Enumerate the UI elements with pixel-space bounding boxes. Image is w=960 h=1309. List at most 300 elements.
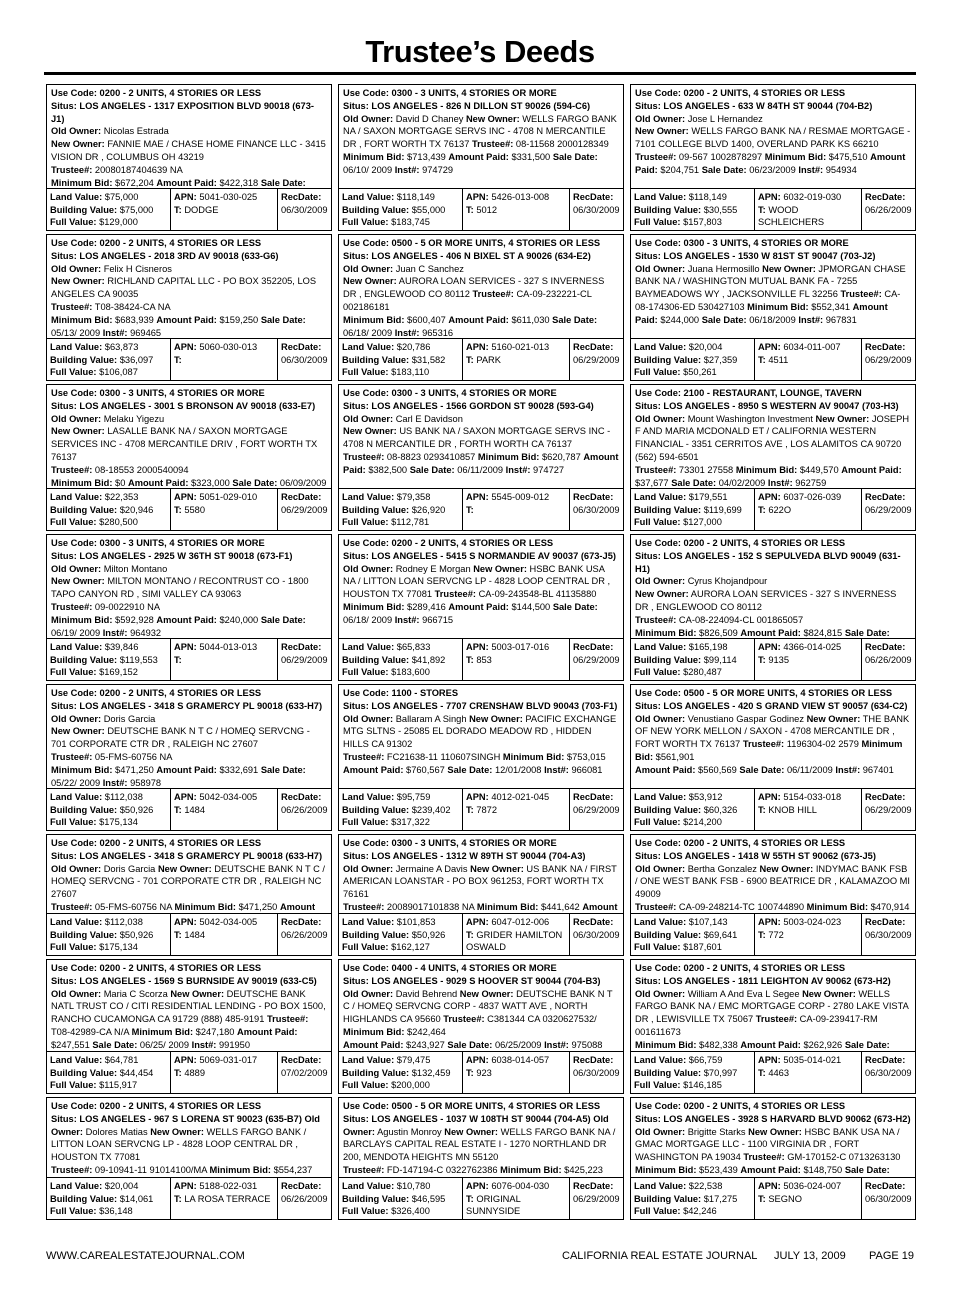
- value-cell: [339, 339, 463, 380]
- recdate-cell: [862, 339, 915, 380]
- full-value-label: Full Value:: [50, 367, 97, 377]
- land-value: $20,004: [688, 342, 723, 352]
- recdate-label: RecDate:: [573, 1181, 614, 1191]
- recdate-label: RecDate:: [281, 642, 322, 652]
- land-value: $65,833: [396, 642, 431, 652]
- tract-value: 9135: [768, 654, 790, 665]
- recdate-value: 06/30/2009: [573, 1067, 620, 1078]
- land-value: $53,912: [688, 792, 723, 802]
- land-value-label: Land Value:: [634, 642, 687, 652]
- land-value: $10,780: [396, 1181, 431, 1191]
- recdate-value: 06/29/2009: [865, 804, 912, 815]
- value-cell: [631, 339, 755, 380]
- apn-label: APN:: [174, 642, 197, 652]
- tract-value: WOOD SCHLEICHERS: [758, 204, 825, 227]
- recdate-cell: [278, 189, 331, 230]
- building-value: $26,920: [411, 504, 446, 515]
- recdate-label: RecDate:: [573, 1055, 614, 1065]
- building-value: $55,000: [411, 204, 446, 215]
- deed-record-text: Use Code: 0500 - 5 OR MORE UNITS, 4 STORIES OR LESS Situs: LOS ANGELES - 1037 W 108TH ST 90044 (704-A5) Old Owner: Agustin Monroy New Owner: WELLS FARGO BANK NA / BARCLAYS CAPITAL REAL ESTATE I - 1270 NORTHLAND DR 200, MENDOTA HEIGHTS MN 55120 Trustee#: FD-147194-C 0322762386 Minimum Bid: $425,223: [343, 1101, 616, 1175]
- full-value-label: Full Value:: [342, 1206, 389, 1216]
- land-value: $118,149: [688, 192, 727, 202]
- apn-value: 5426-013-008: [491, 192, 550, 202]
- land-value: $112,038: [104, 917, 143, 927]
- building-value-label: Building Value:: [50, 654, 118, 665]
- land-value-label: Land Value:: [50, 792, 103, 802]
- recdate-label: RecDate:: [281, 1181, 322, 1191]
- recdate-value: 06/30/2009: [865, 1193, 912, 1204]
- deed-record-text: Use Code: 0300 - 3 UNITS, 4 STORIES OR MORE Situs: LOS ANGELES - 1312 W 89TH ST 90044 (704-A3) Old Owner: Jermaine A Davis New Owner: US BANK NA / FIRST AMERICAN LOANSTAR - PO BOX 961253, FORT WORTH TX 76161 Trustee#: 20089017101838 NA Minimum Bid: $441,642 Amount: [343, 838, 618, 912]
- apn-value: 5051-029-010: [199, 492, 258, 502]
- apn-value: 5188-022-031: [199, 1181, 258, 1191]
- value-cell: [631, 789, 755, 830]
- deed-record: [338, 834, 624, 956]
- building-value: $50,926: [119, 804, 154, 815]
- value-cell: [47, 339, 171, 380]
- land-value-label: Land Value:: [342, 192, 395, 202]
- building-value-label: Building Value:: [634, 804, 702, 815]
- deed-record: [46, 534, 332, 681]
- apn-cell: [463, 489, 570, 530]
- tract-label: T:: [174, 504, 182, 515]
- building-value-label: Building Value:: [50, 354, 118, 365]
- land-value: $39,846: [104, 642, 139, 652]
- deed-record-values: [47, 638, 331, 680]
- recdate-cell: [570, 639, 623, 680]
- deed-record-values: [631, 338, 915, 380]
- land-value: $20,786: [396, 342, 431, 352]
- full-value: $175,134: [99, 817, 138, 827]
- tract-value: 1484: [184, 929, 206, 940]
- land-value: $107,143: [688, 917, 728, 927]
- recdate-cell: [278, 789, 331, 830]
- building-value-label: Building Value:: [50, 1193, 118, 1204]
- deed-record: [630, 384, 916, 531]
- apn-label: APN:: [466, 792, 489, 802]
- recdate-cell: [278, 339, 331, 380]
- deed-record: [338, 959, 624, 1094]
- apn-value: 5003-017-016: [491, 642, 550, 652]
- apn-label: APN:: [758, 492, 781, 502]
- apn-label: APN:: [466, 917, 489, 927]
- full-value: $183,745: [391, 217, 430, 227]
- land-value-label: Land Value:: [634, 342, 687, 352]
- building-value-label: Building Value:: [50, 504, 118, 515]
- apn-value: 6047-012-006: [491, 917, 550, 927]
- building-value-label: Building Value:: [634, 354, 702, 365]
- tract-label: T:: [758, 1067, 766, 1078]
- recdate-label: RecDate:: [865, 792, 906, 802]
- land-value-label: Land Value:: [634, 917, 687, 927]
- full-value-label: Full Value:: [342, 942, 389, 952]
- deed-record: [46, 834, 332, 956]
- land-value-label: Land Value:: [50, 1055, 103, 1065]
- deed-record: [46, 84, 332, 231]
- recdate-label: RecDate:: [865, 492, 906, 502]
- recdate-value: 06/29/2009: [865, 504, 912, 515]
- full-value-label: Full Value:: [634, 217, 681, 227]
- land-value-label: Land Value:: [342, 1055, 395, 1065]
- building-value-label: Building Value:: [634, 1193, 702, 1204]
- deed-record-text: Use Code: 0300 - 3 UNITS, 4 STORIES OR MORE Situs: LOS ANGELES - 826 N DILLON ST 90026 (594-C6) Old Owner: David D Chaney New Owner: WELLS FARGO BANK NA / SAXON MORTGAGE SERVS INC - 4708 N MERCANTILE DR , FORT WORTH TX 76137 Trustee#: 08-11568 2000128349 Minimum Bid: $713,439 Amount Paid: $331,500 Sale Date: 06/10/ 2009 Inst#: 974729: [343, 88, 617, 175]
- deed-record-values: [339, 913, 623, 955]
- full-value-label: Full Value:: [50, 1080, 97, 1090]
- land-value-label: Land Value:: [342, 492, 395, 502]
- value-cell: [631, 189, 755, 230]
- building-value: $36,097: [119, 354, 154, 365]
- apn-cell: [463, 1052, 570, 1093]
- footer-page: PAGE 19: [869, 1250, 915, 1262]
- value-cell: [339, 914, 463, 955]
- full-value: $129,000: [99, 217, 138, 227]
- deed-record-text: Use Code: 0200 - 2 UNITS, 4 STORIES OR LESS Situs: LOS ANGELES - 152 S SEPULVEDA BLVD 90049 (631-H1) Old Owner: Cyrus Khojandpour New Owner: AURORA LOAN SERVICES - 327 S INVERNESS DR , ENGLEWOOD CO 80112 Trustee#: CA-08-224094-CL 001865057 Minimum Bid: $826,509 Amount Paid: $824,815 Sale Date:: [635, 538, 901, 638]
- deed-record: [630, 684, 916, 831]
- building-value: $239,402: [411, 804, 451, 815]
- apn-value: 5042-034-005: [199, 917, 258, 927]
- building-value: $20,946: [119, 504, 154, 515]
- apn-label: APN:: [174, 492, 197, 502]
- building-value-label: Building Value:: [50, 929, 118, 940]
- land-value-label: Land Value:: [634, 792, 687, 802]
- land-value-label: Land Value:: [342, 917, 395, 927]
- apn-value: 6037-026-039: [783, 492, 842, 502]
- recdate-value: 06/30/2009: [865, 929, 912, 940]
- apn-cell: [755, 1178, 862, 1219]
- full-value: $50,261: [683, 367, 717, 377]
- full-value-label: Full Value:: [50, 942, 97, 952]
- apn-cell: [171, 489, 278, 530]
- recdate-value: 06/29/2009: [281, 504, 328, 515]
- tract-value: ORIGINAL SUNNYSIDE: [466, 1193, 521, 1216]
- land-value-label: Land Value:: [50, 192, 103, 202]
- tract-label: T:: [466, 929, 474, 940]
- tract-label: T:: [466, 1067, 474, 1078]
- recdate-cell: [862, 639, 915, 680]
- land-value: $165,198: [688, 642, 728, 652]
- tract-label: T:: [466, 804, 474, 815]
- land-value: $79,475: [396, 1055, 431, 1065]
- recdate-cell: [570, 489, 623, 530]
- deed-record-text: Use Code: 1100 - STORES Situs: LOS ANGELES - 7707 CRENSHAW BLVD 90043 (703-F1) Old Owner: Ballaram A Singh New Owner: PACIFIC EXCHANGE MTG SLTNS - 25085 EL DORADO MEADOW RD , HIDDEN HILLS CA 91302 Trustee#: FC21638-11 110607SINGH Minimum Bid: $753,015 Amount Paid: $760,567 Sale Date: 12/01/2008 Inst#: 966081: [343, 688, 618, 775]
- building-value: $119,699: [703, 504, 742, 515]
- apn-cell: [171, 1052, 278, 1093]
- recdate-value: 06/29/2009: [865, 354, 912, 365]
- land-value-label: Land Value:: [342, 792, 395, 802]
- recdate-label: RecDate:: [573, 342, 614, 352]
- deed-record-text: Use Code: 0400 - 4 UNITS, 4 STORIES OR MORE Situs: LOS ANGELES - 9029 S HOOVER ST 90044 (704-B3) Old Owner: David Behrend New Owner: DEUTSCHE BANK N T C / HOMEQ SERVCNG CORP - 4837 WATT AVE , NORTH HIGHLANDS CA 95660 Trustee#: C381344 CA 0320627532/ Minimum Bid: $242,464 Amount Paid: $243,927 Sale Date: 06/25/2009 Inst#: 975088: [343, 963, 613, 1050]
- deed-record-text: Use Code: 0200 - 2 UNITS, 4 STORIES OR LESS Situs: LOS ANGELES - 633 W 84TH ST 90044 (704-B2) Old Owner: Jose L Hernandez New Owner: WELLS FARGO BANK NA / RESMAE MORTGAGE - 7101 COLLEGE BLVD 1400, OVERLAND PARK KS 66210 Trustee#: 09-567 1002878297 Minimum Bid: $475,510 Amount Paid: $204,751 Sale Date: 06/23/2009 Inst#: 954934: [635, 88, 911, 175]
- footer-website[interactable]: WWW.CAREALESTATEJOURNAL.COM: [46, 1250, 245, 1262]
- deed-record: [630, 234, 916, 381]
- deed-record: [338, 534, 624, 681]
- recdate-label: RecDate:: [281, 917, 322, 927]
- deed-record-values: [631, 638, 915, 680]
- building-value: $132,459: [411, 1067, 451, 1078]
- apn-cell: [755, 339, 862, 380]
- recdate-label: RecDate:: [281, 792, 322, 802]
- recdate-cell: [570, 914, 623, 955]
- tract-label: T:: [466, 354, 474, 365]
- apn-label: APN:: [466, 1055, 489, 1065]
- apn-value: 5060-030-013: [199, 342, 258, 352]
- land-value: $22,353: [104, 492, 139, 502]
- deed-record: [630, 959, 916, 1094]
- recdate-label: RecDate:: [281, 492, 322, 502]
- tract-label: T:: [466, 1193, 474, 1204]
- tract-value: 1484: [184, 804, 206, 815]
- recdate-label: RecDate:: [865, 342, 906, 352]
- full-value: $280,487: [683, 667, 722, 677]
- deed-record-values: [47, 1177, 331, 1219]
- recdate-value: 06/26/2009: [281, 1193, 328, 1204]
- deed-record-text: Use Code: 0200 - 2 UNITS, 4 STORIES OR LESS Situs: LOS ANGELES - 1811 LEIGHTON AV 90062 (673-H2) Old Owner: William A And Eva L Segee New Owner: WELLS FARGO BANK NA / EMC MORTGAGE CORP - 2780 LAKE VISTA DR , LEWISVILLE TX 75067 Trustee#: CA-09-239417-RM 001611673 Minimum Bid: $482,338 Amount Paid: $262,926 Sale Date:: [635, 963, 909, 1050]
- full-value-label: Full Value:: [342, 1080, 389, 1090]
- full-value-label: Full Value:: [634, 517, 681, 527]
- value-cell: [47, 489, 171, 530]
- land-value-label: Land Value:: [634, 1055, 687, 1065]
- apn-value: 6034-011-007: [783, 342, 841, 352]
- land-value: $22,538: [688, 1181, 723, 1191]
- apn-label: APN:: [758, 792, 781, 802]
- recdate-value: 06/26/2009: [281, 929, 328, 940]
- building-value: $44,454: [119, 1067, 154, 1078]
- deed-record-values: [339, 788, 623, 830]
- tract-value: 4463: [768, 1067, 790, 1078]
- building-value: $46,595: [411, 1193, 446, 1204]
- apn-label: APN:: [466, 642, 489, 652]
- deed-record-values: [339, 188, 623, 230]
- footer-publication: CALIFORNIA REAL ESTATE JOURNAL: [562, 1250, 758, 1262]
- apn-value: 5154-033-018: [783, 792, 842, 802]
- recdate-label: RecDate:: [573, 642, 614, 652]
- building-value: $31,582: [411, 354, 446, 365]
- recdate-value: 06/26/2009: [281, 804, 328, 815]
- tract-value: 5012: [476, 204, 498, 215]
- land-value: $79,358: [396, 492, 431, 502]
- recdate-label: RecDate:: [573, 192, 614, 202]
- deed-record: [46, 384, 332, 531]
- apn-cell: [463, 789, 570, 830]
- recdate-value: 06/30/2009: [573, 929, 620, 940]
- apn-value: 5160-021-013: [491, 342, 550, 352]
- building-value-label: Building Value:: [342, 654, 410, 665]
- tract-label: T:: [758, 1193, 766, 1204]
- deed-record-values: [47, 188, 331, 230]
- apn-cell: [755, 489, 862, 530]
- column-right: [630, 84, 916, 1223]
- recdate-label: RecDate:: [281, 342, 322, 352]
- tract-value: DODGE: [184, 204, 219, 215]
- apn-label: APN:: [466, 192, 489, 202]
- recdate-cell: [570, 189, 623, 230]
- full-value-label: Full Value:: [342, 217, 389, 227]
- tract-label: T:: [174, 654, 182, 665]
- deed-record-values: [339, 338, 623, 380]
- apn-cell: [755, 789, 862, 830]
- apn-value: 5041-030-025: [199, 192, 258, 202]
- deed-record-text: Use Code: 0200 - 2 UNITS, 4 STORIES OR LESS Situs: LOS ANGELES - 1569 S BURNSIDE AV 90019 (633-C5) Old Owner: Maria C Scorza New Owner: DEUTSCHE BANK NATL TRUST CO / CITI RESIDENTIAL LENDING - PO BOX 1500, RANCHO CUCAMONGA CA 91729 (888) 485-9191 Trustee#: T08-42989-CA N/A Minimum Bid: $247,180 Amount Paid: $247,551 Sale Date: 06/25/ 2009 Inst#: 991950: [51, 963, 326, 1050]
- apn-value: 5035-014-021: [783, 1055, 842, 1065]
- full-value-label: Full Value:: [634, 1206, 681, 1216]
- full-value: $106,087: [99, 367, 138, 377]
- recdate-cell: [278, 489, 331, 530]
- apn-cell: [171, 639, 278, 680]
- building-value-label: Building Value:: [634, 929, 702, 940]
- full-value: $183,110: [391, 367, 430, 377]
- recdate-cell: [278, 914, 331, 955]
- value-cell: [631, 1178, 755, 1219]
- building-value: $27,359: [703, 354, 738, 365]
- apn-label: APN:: [174, 792, 197, 802]
- land-value-label: Land Value:: [50, 642, 103, 652]
- full-value-label: Full Value:: [342, 667, 389, 677]
- recdate-label: RecDate:: [573, 792, 614, 802]
- column-middle: [338, 84, 624, 1223]
- apn-label: APN:: [174, 342, 197, 352]
- deed-record-values: [339, 638, 623, 680]
- value-cell: [47, 1052, 171, 1093]
- land-value-label: Land Value:: [634, 492, 687, 502]
- deed-record-text: Use Code: 0200 - 2 UNITS, 4 STORIES OR LESS Situs: LOS ANGELES - 1317 EXPOSITION BLVD 90018 (673-J1) Old Owner: Nicolas Estrada New Owner: FANNIE MAE / CHASE HOME FINANCE LLC - 3415 VISION DR , COLUMBUS OH 43219 Trustee#: 20080187404639 NA Minimum Bid: $672,204 Amount Paid: $422,318 Sale Date:: [51, 88, 326, 188]
- deed-record-text: Use Code: 0200 - 2 UNITS, 4 STORIES OR LESS Situs: LOS ANGELES - 2018 3RD AV 90018 (633-G6) Old Owner: Felix H Cisneros New Owner: RICHLAND CAPITAL LLC - PO BOX 352205, LOS ANGELES CA 90035 Trustee#: T08-38424-CA NA Minimum Bid: $683,939 Amount Paid: $159,250 Sale Date: 05/13/ 2009 Inst#: 969465: [51, 238, 317, 338]
- apn-cell: [463, 189, 570, 230]
- full-value: $317,322: [391, 817, 430, 827]
- deed-record-text: Use Code: 0200 - 2 UNITS, 4 STORIES OR LESS Situs: LOS ANGELES - 967 S LORENA ST 90023 (635-B7) Old Owner: Dolores Matias New Owner: WELLS FARGO BANK / LITTON LOAN SERVCNG LP - 4828 LOOP CENTRAL DR , HOUSTON TX 77081 Trustee#: 09-10941-11 91014100/MA Minimum Bid: $554,237: [51, 1101, 320, 1175]
- tract-value: KNOB HILL: [768, 804, 817, 815]
- apn-cell: [463, 639, 570, 680]
- tract-value: 622O: [768, 504, 792, 515]
- apn-cell: [755, 1052, 862, 1093]
- tract-value: 7872: [476, 804, 498, 815]
- land-value: $64,781: [104, 1055, 139, 1065]
- tract-label: T:: [758, 804, 766, 815]
- building-value: $14,061: [119, 1193, 154, 1204]
- deed-record-values: [631, 913, 915, 955]
- full-value: $175,134: [99, 942, 138, 952]
- tract-value: SEGNO: [768, 1193, 802, 1204]
- recdate-cell: [570, 339, 623, 380]
- apn-label: APN:: [174, 192, 197, 202]
- apn-label: APN:: [758, 917, 781, 927]
- tract-label: T:: [466, 204, 474, 215]
- deed-record: [338, 234, 624, 381]
- apn-label: APN:: [758, 342, 781, 352]
- deed-record: [338, 384, 624, 531]
- land-value-label: Land Value:: [342, 1181, 395, 1191]
- recdate-cell: [278, 1052, 331, 1093]
- land-value-label: Land Value:: [634, 192, 687, 202]
- deed-record-text: Use Code: 0300 - 3 UNITS, 4 STORIES OR MORE Situs: LOS ANGELES - 3001 S BRONSON AV 90018 (633-E7) Old Owner: Melaku Yigezu New Owner: LASALLE BANK NA / SAXON MORTGAGE SERVICES INC - 4708 MERCANTILE DRIV , FORT WORTH TX 76137 Trustee#: 08-18553 2000540094 Minimum Bid: $0 Amount Paid: $323,000 Sale Date: 06/09/2009: [51, 388, 327, 488]
- building-value-label: Building Value:: [342, 929, 410, 940]
- full-value-label: Full Value:: [342, 817, 389, 827]
- deed-record: [46, 684, 332, 831]
- recdate-value: 06/30/2009: [573, 504, 620, 515]
- land-value-label: Land Value:: [50, 492, 103, 502]
- value-cell: [47, 1178, 171, 1219]
- deed-record-values: [47, 1051, 331, 1093]
- deed-record-values: [631, 788, 915, 830]
- building-value-label: Building Value:: [634, 1067, 702, 1078]
- tract-value: PARK: [476, 354, 501, 365]
- recdate-label: RecDate:: [865, 642, 906, 652]
- deed-record: [46, 234, 332, 381]
- column-left: [46, 84, 332, 1223]
- value-cell: [631, 914, 755, 955]
- land-value: $179,551: [688, 492, 728, 502]
- recdate-value: 06/29/2009: [573, 804, 620, 815]
- building-value-label: Building Value:: [50, 804, 118, 815]
- land-value: $66,759: [688, 1055, 723, 1065]
- full-value-label: Full Value:: [634, 817, 681, 827]
- tract-value: LA ROSA TERRACE: [184, 1193, 271, 1204]
- recdate-value: 06/26/2009: [865, 204, 912, 215]
- land-value-label: Land Value:: [342, 642, 395, 652]
- full-value-label: Full Value:: [634, 367, 681, 377]
- full-value: $200,000: [391, 1080, 430, 1090]
- deed-record-values: [339, 1177, 623, 1219]
- apn-label: APN:: [466, 342, 489, 352]
- apn-label: APN:: [466, 492, 489, 502]
- apn-cell: [171, 189, 278, 230]
- building-value-label: Building Value:: [342, 1193, 410, 1204]
- title-rule: [44, 72, 916, 75]
- value-cell: [631, 1052, 755, 1093]
- apn-value: 5042-034-005: [199, 792, 258, 802]
- deed-record-text: Use Code: 0200 - 2 UNITS, 4 STORIES OR LESS Situs: LOS ANGELES - 3928 S HARVARD BLVD 90062 (673-H2) Old Owner: Brigitte Starks New Owner: HSBC BANK USA NA / GMAC MORTGAGE LLC - 1100 VIRGINIA DR , FORT WASHINGTON PA 19034 Trustee#: GM-170152-C 0713263130 Minimum Bid: $523,439 Amount Paid: $148,750 Sale Date:: [635, 1101, 911, 1175]
- recdate-cell: [278, 639, 331, 680]
- tract-label: T:: [758, 354, 766, 365]
- apn-cell: [755, 914, 862, 955]
- full-value-label: Full Value:: [342, 367, 389, 377]
- value-cell: [339, 789, 463, 830]
- deed-record-values: [631, 1051, 915, 1093]
- building-value: $17,275: [703, 1193, 738, 1204]
- deed-record-text: Use Code: 0500 - 5 OR MORE UNITS, 4 STORIES OR LESS Situs: LOS ANGELES - 420 S GRAND VIEW ST 90057 (634-C2) Old Owner: Venustiano Gaspar Godinez New Owner: THE BANK OF NEW YORK MELLON / SAXON - 4708 MERCANTILE DR , FORT WORTH TX 76137 Trustee#: 1196304-02 2579 Minimum Bid: $561,901 Amount Paid: $560,569 Sale Date: 06/11/2009 Inst#: 967401: [635, 688, 910, 775]
- recdate-value: 06/30/2009: [281, 354, 328, 365]
- deed-record-text: Use Code: 0200 - 2 UNITS, 4 STORIES OR LESS Situs: LOS ANGELES - 5415 S NORMANDIE AV 90037 (673-J5) Old Owner: Rodney E Morgan New Owner: HSBC BANK USA NA / LITTON LOAN SERVCNG LP - 4828 LOOP CENTRAL DR , HOUSTON TX 77081 Trustee#: CA-09-243548-BL 41135880 Minimum Bid: $289,416 Amount Paid: $144,500 Sale Date: 06/18/ 2009 Inst#: 966715: [343, 538, 616, 625]
- deed-record-text: Use Code: 2100 - RESTAURANT, LOUNGE, TAVERN Situs: LOS ANGELES - 8950 S WESTERN AV 90047 (703-H3) Old Owner: Mount Washington Investment New Owner: JOSEPH F AND MARIA MCDONALD ET / CALIFORNIA WESTERN FINANCIAL - 3351 CERRITOS AVE , LOS ALAMITOS CA 90720 (562) 594-6501 Trustee#: 73301 27558 Minimum Bid: $449,570 Amount Paid: $37,677 Sale Date: 04/02/2009 Inst#: 962759: [635, 388, 910, 488]
- full-value-label: Full Value:: [50, 517, 97, 527]
- value-cell: [47, 189, 171, 230]
- building-value-label: Building Value:: [342, 1067, 410, 1078]
- full-value-label: Full Value:: [50, 1206, 97, 1216]
- recdate-value: 07/02/2009: [281, 1067, 328, 1078]
- building-value-label: Building Value:: [634, 654, 702, 665]
- recdate-label: RecDate:: [865, 192, 906, 202]
- building-value-label: Building Value:: [342, 204, 410, 215]
- full-value: $183,600: [391, 667, 430, 677]
- value-cell: [47, 639, 171, 680]
- land-value: $101,853: [396, 917, 436, 927]
- building-value: $50,926: [411, 929, 446, 940]
- tract-label: T:: [174, 929, 182, 940]
- recdate-value: 06/30/2009: [573, 204, 620, 215]
- apn-cell: [755, 189, 862, 230]
- deed-record-values: [339, 1051, 623, 1093]
- tract-label: T:: [466, 654, 474, 665]
- apn-value: 5036-024-007: [783, 1181, 842, 1191]
- apn-value: 4012-021-045: [491, 792, 550, 802]
- recdate-label: RecDate:: [573, 492, 614, 502]
- land-value-label: Land Value:: [342, 342, 395, 352]
- full-value: $326,400: [391, 1206, 430, 1216]
- apn-cell: [171, 1178, 278, 1219]
- deed-record-values: [47, 913, 331, 955]
- footer-date: JULY 13, 2009: [774, 1250, 846, 1262]
- building-value-label: Building Value:: [342, 354, 410, 365]
- building-value: $69,641: [703, 929, 738, 940]
- tract-label: T:: [466, 504, 474, 515]
